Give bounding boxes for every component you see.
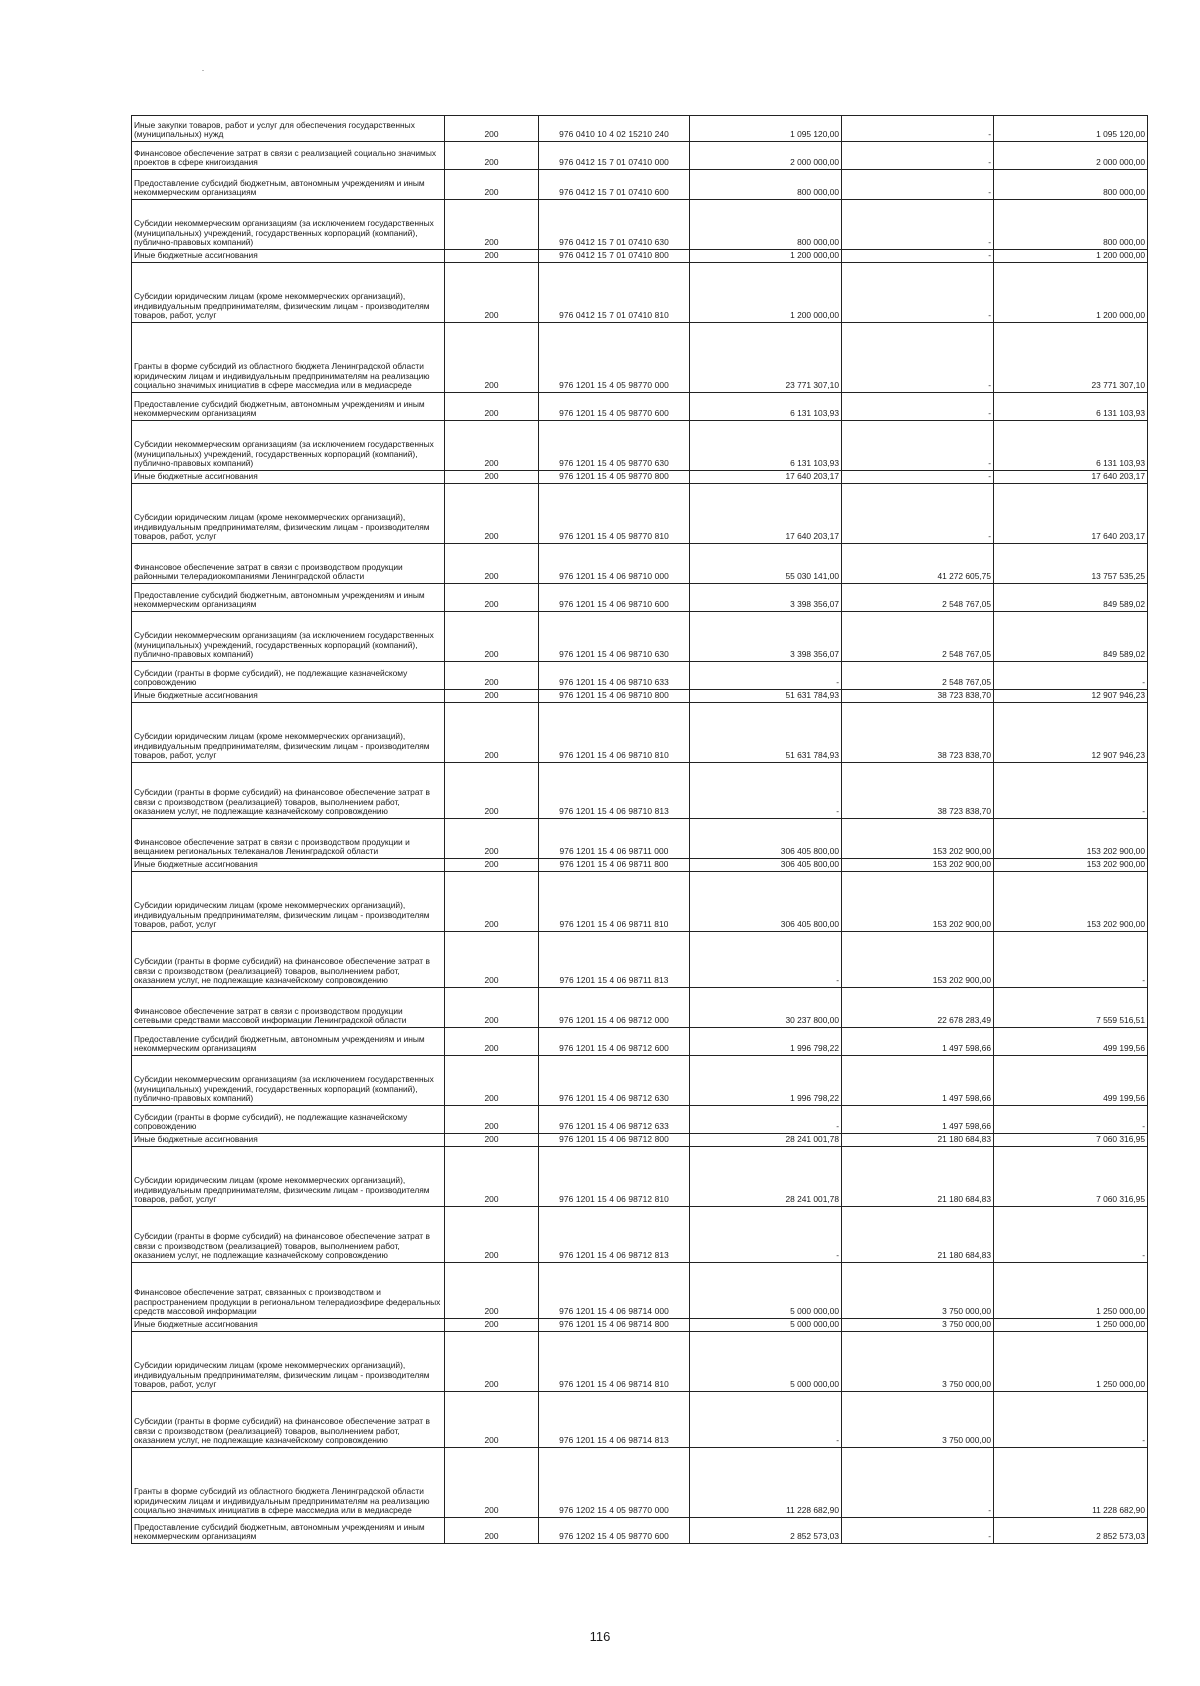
row-kbk: 976 1201 15 4 06 98714 800	[539, 1319, 690, 1332]
table-row	[132, 471, 1148, 484]
row-code: 200	[445, 859, 539, 872]
table-row	[132, 323, 1148, 393]
row-name: Иные бюджетные ассигнования	[132, 1134, 445, 1147]
row-code: 200	[445, 142, 539, 170]
row-amount-a: 800 000,00	[690, 200, 842, 250]
row-amount-a: 5 000 000,00	[690, 1332, 842, 1392]
row-amount-c: 800 000,00	[994, 170, 1148, 200]
row-name: Субсидии юридическим лицам (кроме некоммерческих организаций), индивидуальным предпринимателям, физическим лицам - производителям товаров, работ, услуг	[132, 484, 445, 544]
row-amount-c: 849 589,02	[994, 612, 1148, 662]
table-row	[132, 1056, 1148, 1106]
row-amount-a: 3 398 356,07	[690, 584, 842, 612]
row-amount-b: 1 497 598,66	[842, 1106, 994, 1134]
row-kbk: 976 1201 15 4 06 98712 633	[539, 1106, 690, 1134]
table-row	[132, 484, 1148, 544]
row-kbk: 976 1201 15 4 06 98711 000	[539, 819, 690, 859]
table-row	[132, 932, 1148, 988]
row-code: 200	[445, 421, 539, 471]
row-amount-b: 153 202 900,00	[842, 932, 994, 988]
row-amount-b: 38 723 838,70	[842, 703, 994, 763]
row-name: Субсидии (гранты в форме субсидий) на финансовое обеспечение затрат в связи с производством (реализацией) товаров, выполнением работ, оказанием услуг, не подлежащие казначейскому сопровождению	[132, 1392, 445, 1448]
row-name: Иные бюджетные ассигнования	[132, 471, 445, 484]
row-name: Финансовое обеспечение затрат в связи с производством продукции и вещанием региональных телеканалов Ленинградской области	[132, 819, 445, 859]
row-code: 200	[445, 1392, 539, 1448]
table-row	[132, 1448, 1148, 1518]
budget-table-body	[132, 116, 1148, 1544]
row-name: Субсидии (гранты в форме субсидий), не подлежащие казначейскому сопровождению	[132, 1106, 445, 1134]
table-row	[132, 584, 1148, 612]
row-amount-c: 13 757 535,25	[994, 544, 1148, 584]
row-amount-a: 306 405 800,00	[690, 819, 842, 859]
row-kbk: 976 1201 15 4 06 98712 000	[539, 988, 690, 1028]
row-amount-b: 22 678 283,49	[842, 988, 994, 1028]
row-name: Субсидии некоммерческим организациям (за исключением государственных (муниципальных) учреждений, государственных корпораций (компаний), публично-правовых компаний)	[132, 200, 445, 250]
row-amount-c: -	[994, 1207, 1148, 1263]
table-row	[132, 1392, 1148, 1448]
row-name: Субсидии юридическим лицам (кроме некоммерческих организаций), индивидуальным предпринимателям, физическим лицам - производителям товаров, работ, услуг	[132, 263, 445, 323]
row-amount-a: 1 996 798,22	[690, 1056, 842, 1106]
row-name: Иные бюджетные ассигнования	[132, 250, 445, 263]
row-kbk: 976 1201 15 4 06 98710 633	[539, 662, 690, 690]
row-amount-a: 1 200 000,00	[690, 250, 842, 263]
row-amount-a: 2 000 000,00	[690, 142, 842, 170]
row-name: Предоставление субсидий бюджетным, автономным учреждениям и иным некоммерческим организациям	[132, 170, 445, 200]
row-amount-b: -	[842, 421, 994, 471]
row-code: 200	[445, 116, 539, 142]
row-amount-b: 38 723 838,70	[842, 690, 994, 703]
row-kbk: 976 1201 15 4 06 98710 630	[539, 612, 690, 662]
table-row	[132, 819, 1148, 859]
row-kbk: 976 0410 10 4 02 15210 240	[539, 116, 690, 142]
row-code: 200	[445, 1134, 539, 1147]
row-kbk: 976 1201 15 4 06 98712 813	[539, 1207, 690, 1263]
table-row	[132, 393, 1148, 421]
table-row	[132, 544, 1148, 584]
row-name: Финансовое обеспечение затрат, связанных с производством и распространением продукции в региональном телерадиоэфире федеральных средств массовой информации	[132, 1263, 445, 1319]
row-amount-b: -	[842, 263, 994, 323]
row-name: Субсидии (гранты в форме субсидий) на финансовое обеспечение затрат в связи с производством (реализацией) товаров, выполнением работ, оказанием услуг, не подлежащие казначейскому сопровождению	[132, 763, 445, 819]
row-amount-a: 23 771 307,10	[690, 323, 842, 393]
row-code: 200	[445, 584, 539, 612]
row-amount-b: 21 180 684,83	[842, 1147, 994, 1207]
table-row	[132, 116, 1148, 142]
row-kbk: 976 1201 15 4 06 98710 000	[539, 544, 690, 584]
row-kbk: 976 1201 15 4 05 98770 800	[539, 471, 690, 484]
row-amount-c: 7 060 316,95	[994, 1134, 1148, 1147]
row-amount-b: -	[842, 1518, 994, 1544]
row-kbk: 976 1201 15 4 06 98714 810	[539, 1332, 690, 1392]
row-amount-b: -	[842, 323, 994, 393]
row-code: 200	[445, 1056, 539, 1106]
row-amount-a: 6 131 103,93	[690, 393, 842, 421]
row-amount-a: 1 996 798,22	[690, 1028, 842, 1056]
table-row	[132, 988, 1148, 1028]
row-kbk: 976 1201 15 4 06 98710 600	[539, 584, 690, 612]
row-amount-a: -	[690, 1106, 842, 1134]
row-amount-c: 1 095 120,00	[994, 116, 1148, 142]
row-kbk: 976 1201 15 4 06 98712 630	[539, 1056, 690, 1106]
row-name: Иные бюджетные ассигнования	[132, 1319, 445, 1332]
row-name: Гранты в форме субсидий из областного бюджета Ленинградской области юридическим лицам и индивидуальным предпринимателям на реализацию социально значимых инициатив в сфере массмедиа или в медиасреде	[132, 1448, 445, 1518]
row-amount-c: -	[994, 1392, 1148, 1448]
row-name: Иные бюджетные ассигнования	[132, 859, 445, 872]
row-amount-c: 12 907 946,23	[994, 703, 1148, 763]
row-amount-a: 3 398 356,07	[690, 612, 842, 662]
row-name: Финансовое обеспечение затрат в связи с реализацией социально значимых проектов в сфере книгоиздания	[132, 142, 445, 170]
row-code: 200	[445, 662, 539, 690]
row-amount-c: 153 202 900,00	[994, 819, 1148, 859]
row-amount-a: 1 095 120,00	[690, 116, 842, 142]
row-name: Субсидии юридическим лицам (кроме некоммерческих организаций), индивидуальным предпринимателям, физическим лицам - производителям товаров, работ, услуг	[132, 1147, 445, 1207]
row-code: 200	[445, 988, 539, 1028]
row-amount-b: -	[842, 250, 994, 263]
row-name: Финансовое обеспечение затрат в связи с производством продукции районными телерадиокомпаниями Ленинградской области	[132, 544, 445, 584]
row-amount-b: -	[842, 142, 994, 170]
row-amount-a: 5 000 000,00	[690, 1263, 842, 1319]
row-amount-c: 7 559 516,51	[994, 988, 1148, 1028]
row-name: Субсидии (гранты в форме субсидий) на финансовое обеспечение затрат в связи с производством (реализацией) товаров, выполнением работ, оказанием услуг, не подлежащие казначейскому сопровождению	[132, 932, 445, 988]
row-amount-a: 17 640 203,17	[690, 484, 842, 544]
row-amount-a: 1 200 000,00	[690, 263, 842, 323]
row-kbk: 976 1201 15 4 06 98712 810	[539, 1147, 690, 1207]
row-name: Субсидии некоммерческим организациям (за исключением государственных (муниципальных) учреждений, государственных корпораций (компаний), публично-правовых компаний)	[132, 612, 445, 662]
row-amount-a: 51 631 784,93	[690, 703, 842, 763]
row-name: Субсидии юридическим лицам (кроме некоммерческих организаций), индивидуальным предпринимателям, физическим лицам - производителям товаров, работ, услуг	[132, 703, 445, 763]
table-row	[132, 1106, 1148, 1134]
row-name: Субсидии юридическим лицам (кроме некоммерческих организаций), индивидуальным предпринимателям, физическим лицам - производителям товаров, работ, услуг	[132, 872, 445, 932]
table-row	[132, 703, 1148, 763]
row-amount-c: 153 202 900,00	[994, 859, 1148, 872]
row-code: 200	[445, 170, 539, 200]
row-amount-c: -	[994, 763, 1148, 819]
budget-table	[131, 115, 1148, 1544]
row-amount-b: -	[842, 200, 994, 250]
row-amount-a: 11 228 682,90	[690, 1448, 842, 1518]
row-code: 200	[445, 1518, 539, 1544]
row-amount-a: -	[690, 1207, 842, 1263]
row-code: 200	[445, 1207, 539, 1263]
row-amount-a: 51 631 784,93	[690, 690, 842, 703]
row-code: 200	[445, 393, 539, 421]
row-name: Иные закупки товаров, работ и услуг для обеспечения государственных (муниципальных) нужд	[132, 116, 445, 142]
row-kbk: 976 1201 15 4 06 98710 810	[539, 703, 690, 763]
row-amount-b: 1 497 598,66	[842, 1056, 994, 1106]
row-amount-b: 3 750 000,00	[842, 1392, 994, 1448]
row-amount-a: 306 405 800,00	[690, 872, 842, 932]
row-amount-a: -	[690, 932, 842, 988]
row-name: Субсидии (гранты в форме субсидий) на финансовое обеспечение затрат в связи с производством (реализацией) товаров, выполнением работ, оказанием услуг, не подлежащие казначейскому сопровождению	[132, 1207, 445, 1263]
row-amount-c: 12 907 946,23	[994, 690, 1148, 703]
row-amount-a: -	[690, 1392, 842, 1448]
table-row	[132, 1332, 1148, 1392]
table-row	[132, 763, 1148, 819]
row-code: 200	[445, 250, 539, 263]
table-row	[132, 662, 1148, 690]
row-amount-b: -	[842, 393, 994, 421]
table-row	[132, 170, 1148, 200]
row-code: 200	[445, 1448, 539, 1518]
row-code: 200	[445, 1028, 539, 1056]
row-amount-c: 2 000 000,00	[994, 142, 1148, 170]
row-code: 200	[445, 1147, 539, 1207]
row-code: 200	[445, 1106, 539, 1134]
row-amount-c: 11 228 682,90	[994, 1448, 1148, 1518]
row-amount-b: 2 548 767,05	[842, 584, 994, 612]
row-kbk: 976 0412 15 7 01 07410 600	[539, 170, 690, 200]
row-amount-b: 3 750 000,00	[842, 1332, 994, 1392]
row-amount-c: 1 200 000,00	[994, 263, 1148, 323]
row-amount-b: 2 548 767,05	[842, 662, 994, 690]
row-kbk: 976 1201 15 4 05 98770 600	[539, 393, 690, 421]
table-row	[132, 200, 1148, 250]
row-amount-a: -	[690, 662, 842, 690]
table-row	[132, 250, 1148, 263]
row-amount-c: -	[994, 932, 1148, 988]
row-name: Гранты в форме субсидий из областного бюджета Ленинградской области юридическим лицам и индивидуальным предпринимателям на реализацию социально значимых инициатив в сфере массмедиа или в медиасреде	[132, 323, 445, 393]
table-row	[132, 690, 1148, 703]
row-name: Предоставление субсидий бюджетным, автономным учреждениям и иным некоммерческим организациям	[132, 584, 445, 612]
row-code: 200	[445, 323, 539, 393]
row-code: 200	[445, 612, 539, 662]
row-amount-c: -	[994, 1106, 1148, 1134]
row-kbk: 976 1201 15 4 06 98710 800	[539, 690, 690, 703]
table-row	[132, 421, 1148, 471]
row-code: 200	[445, 471, 539, 484]
row-amount-c: 1 250 000,00	[994, 1319, 1148, 1332]
table-row	[132, 1028, 1148, 1056]
row-amount-c: 849 589,02	[994, 584, 1148, 612]
table-row	[132, 263, 1148, 323]
row-amount-b: -	[842, 471, 994, 484]
row-kbk: 976 1202 15 4 05 98770 000	[539, 1448, 690, 1518]
row-name: Субсидии некоммерческим организациям (за исключением государственных (муниципальных) учреждений, государственных корпораций (компаний), публично-правовых компаний)	[132, 1056, 445, 1106]
row-amount-a: 30 237 800,00	[690, 988, 842, 1028]
row-code: 200	[445, 763, 539, 819]
row-kbk: 976 1201 15 4 06 98712 800	[539, 1134, 690, 1147]
row-code: 200	[445, 703, 539, 763]
row-amount-c: 1 200 000,00	[994, 250, 1148, 263]
row-kbk: 976 1201 15 4 05 98770 630	[539, 421, 690, 471]
row-name: Субсидии (гранты в форме субсидий), не подлежащие казначейскому сопровождению	[132, 662, 445, 690]
page-number: 116	[589, 1629, 611, 1644]
row-name: Финансовое обеспечение затрат в связи с производством продукции сетевыми средствами массовой информации Ленинградской области	[132, 988, 445, 1028]
row-code: 200	[445, 872, 539, 932]
row-amount-c: 6 131 103,93	[994, 393, 1148, 421]
row-amount-b: 21 180 684,83	[842, 1207, 994, 1263]
row-amount-b: 3 750 000,00	[842, 1319, 994, 1332]
table-row	[132, 1263, 1148, 1319]
row-amount-a: 306 405 800,00	[690, 859, 842, 872]
row-code: 200	[445, 690, 539, 703]
row-amount-c: 499 199,56	[994, 1056, 1148, 1106]
table-row	[132, 1207, 1148, 1263]
row-amount-a: 2 852 573,03	[690, 1518, 842, 1544]
row-amount-c: 499 199,56	[994, 1028, 1148, 1056]
row-amount-c: 23 771 307,10	[994, 323, 1148, 393]
row-code: 200	[445, 200, 539, 250]
row-amount-a: 6 131 103,93	[690, 421, 842, 471]
row-kbk: 976 1202 15 4 05 98770 600	[539, 1518, 690, 1544]
row-amount-a: 28 241 001,78	[690, 1134, 842, 1147]
row-kbk: 976 1201 15 4 06 98711 813	[539, 932, 690, 988]
row-amount-b: 3 750 000,00	[842, 1263, 994, 1319]
row-code: 200	[445, 1319, 539, 1332]
row-kbk: 976 1201 15 4 06 98711 810	[539, 872, 690, 932]
row-amount-b: 2 548 767,05	[842, 612, 994, 662]
row-amount-b: 153 202 900,00	[842, 819, 994, 859]
table-row	[132, 859, 1148, 872]
scan-speck	[202, 70, 204, 71]
row-kbk: 976 1201 15 4 06 98714 000	[539, 1263, 690, 1319]
row-amount-a: 5 000 000,00	[690, 1319, 842, 1332]
row-amount-b: -	[842, 1448, 994, 1518]
row-code: 200	[445, 1263, 539, 1319]
row-amount-c: 1 250 000,00	[994, 1263, 1148, 1319]
row-amount-c: 2 852 573,03	[994, 1518, 1148, 1544]
row-kbk: 976 0412 15 7 01 07410 810	[539, 263, 690, 323]
row-amount-c: 7 060 316,95	[994, 1147, 1148, 1207]
row-name: Предоставление субсидий бюджетным, автономным учреждениям и иным некоммерческим организациям	[132, 393, 445, 421]
row-amount-b: -	[842, 116, 994, 142]
row-amount-a: 55 030 141,00	[690, 544, 842, 584]
table-row	[132, 1134, 1148, 1147]
table-row	[132, 1518, 1148, 1544]
table-row	[132, 1147, 1148, 1207]
table-row	[132, 872, 1148, 932]
row-name: Субсидии некоммерческим организациям (за исключением государственных (муниципальных) учреждений, государственных корпораций (компаний), публично-правовых компаний)	[132, 421, 445, 471]
row-amount-c: 153 202 900,00	[994, 872, 1148, 932]
row-amount-a: 17 640 203,17	[690, 471, 842, 484]
row-amount-a: -	[690, 763, 842, 819]
row-amount-b: -	[842, 484, 994, 544]
row-amount-b: -	[842, 170, 994, 200]
row-amount-c: 800 000,00	[994, 200, 1148, 250]
table-row	[132, 1319, 1148, 1332]
row-amount-c: 17 640 203,17	[994, 471, 1148, 484]
row-amount-b: 153 202 900,00	[842, 872, 994, 932]
row-name: Субсидии юридическим лицам (кроме некоммерческих организаций), индивидуальным предпринимателям, физическим лицам - производителям товаров, работ, услуг	[132, 1332, 445, 1392]
row-kbk: 976 1201 15 4 06 98710 813	[539, 763, 690, 819]
row-amount-a: 28 241 001,78	[690, 1147, 842, 1207]
row-code: 200	[445, 1332, 539, 1392]
row-code: 200	[445, 819, 539, 859]
row-code: 200	[445, 484, 539, 544]
row-kbk: 976 1201 15 4 05 98770 000	[539, 323, 690, 393]
row-amount-b: 153 202 900,00	[842, 859, 994, 872]
row-amount-b: 1 497 598,66	[842, 1028, 994, 1056]
row-amount-b: 21 180 684,83	[842, 1134, 994, 1147]
row-amount-b: 41 272 605,75	[842, 544, 994, 584]
row-kbk: 976 0412 15 7 01 07410 000	[539, 142, 690, 170]
row-amount-c: 1 250 000,00	[994, 1332, 1148, 1392]
row-name: Предоставление субсидий бюджетным, автономным учреждениям и иным некоммерческим организациям	[132, 1028, 445, 1056]
row-kbk: 976 1201 15 4 06 98712 600	[539, 1028, 690, 1056]
row-kbk: 976 0412 15 7 01 07410 800	[539, 250, 690, 263]
row-kbk: 976 1201 15 4 06 98714 813	[539, 1392, 690, 1448]
row-amount-b: 38 723 838,70	[842, 763, 994, 819]
row-code: 200	[445, 263, 539, 323]
table-row	[132, 142, 1148, 170]
row-kbk: 976 1201 15 4 06 98711 800	[539, 859, 690, 872]
row-amount-a: 800 000,00	[690, 170, 842, 200]
row-code: 200	[445, 932, 539, 988]
row-code: 200	[445, 544, 539, 584]
row-amount-c: 6 131 103,93	[994, 421, 1148, 471]
row-name: Предоставление субсидий бюджетным, автономным учреждениям и иным некоммерческим организациям	[132, 1518, 445, 1544]
table-row	[132, 612, 1148, 662]
row-kbk: 976 0412 15 7 01 07410 630	[539, 200, 690, 250]
row-amount-c: 17 640 203,17	[994, 484, 1148, 544]
row-amount-c: -	[994, 662, 1148, 690]
row-kbk: 976 1201 15 4 05 98770 810	[539, 484, 690, 544]
row-name: Иные бюджетные ассигнования	[132, 690, 445, 703]
